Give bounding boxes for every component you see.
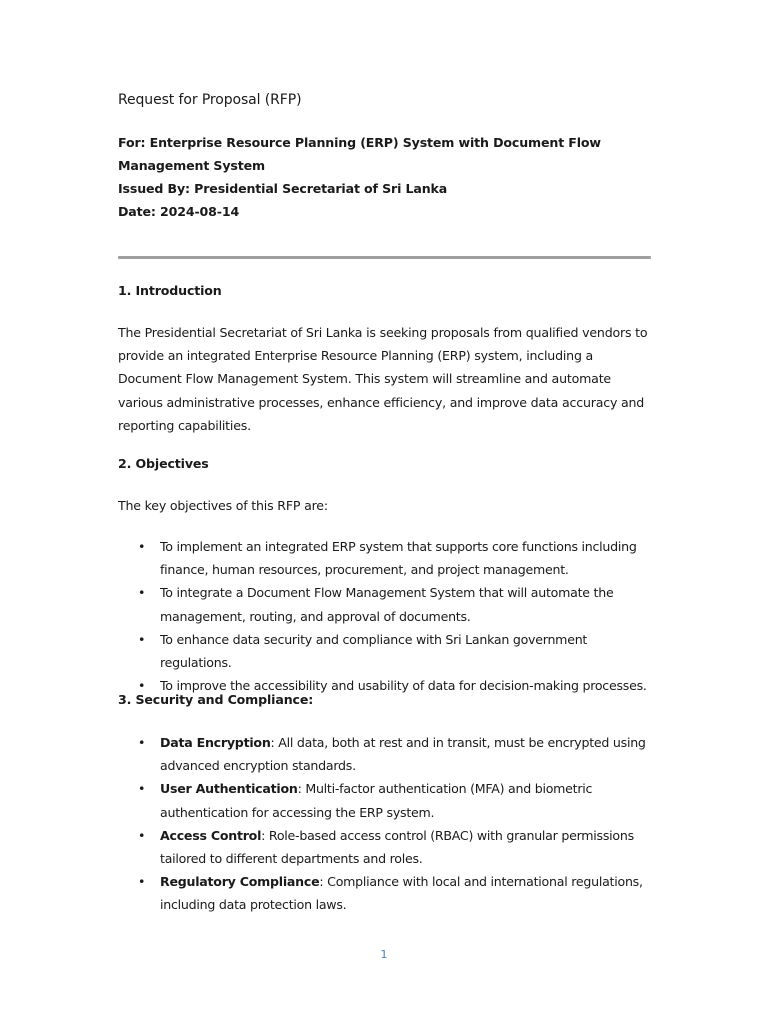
list-item: • To integrate a Document Flow Management System that will automate the management, routing, and approval of documents.	[118, 581, 658, 627]
rfp-for-line: For: Enterprise Resource Planning (ERP) System with Document Flow Management System	[118, 135, 601, 173]
section-heading-security: 3. Security and Compliance:	[118, 692, 314, 707]
section-heading-introduction: 1. Introduction	[118, 283, 222, 298]
introduction-paragraph: The Presidential Secretariat of Sri Lanka is seeking proposals from qualified vendors to provide an integrated Enterprise Resource Planning (ERP) system, including a Document Flow Management System. This system will streamline and automate various administrative processes, enhance efficiency, and improve data accuracy and reporting capabilities.	[118, 325, 648, 433]
issued-by-line: Issued By: Presidential Secretariat of Sri Lanka	[118, 181, 448, 196]
list-item: • User Authentication: Multi-factor authentication (MFA) and biometric authentication for accessing the ERP system.	[118, 777, 658, 823]
horizontal-divider	[118, 256, 651, 259]
list-item: • Access Control: Role-based access control (RBAC) with granular permissions tailored to different departments and roles.	[118, 824, 658, 870]
list-item: • To enhance data security and compliance with Sri Lankan government regulations.	[118, 628, 658, 674]
item-term: User Authentication	[160, 781, 298, 797]
item-term: Data Encryption	[160, 735, 271, 750]
item-term: Access Control	[160, 827, 262, 843]
date-line: Date: 2024-08-14	[118, 204, 240, 219]
section-heading-objectives: 2. Objectives	[118, 456, 209, 471]
bullet-icon: •	[138, 827, 146, 843]
document-title: Request for Proposal (RFP)	[118, 92, 302, 108]
objectives-intro: The key objectives of this RFP are:	[118, 498, 328, 513]
bullet-icon: •	[138, 874, 146, 890]
bullet-icon: •	[138, 735, 146, 750]
security-list	[118, 731, 658, 917]
bullet-icon: •	[138, 678, 146, 694]
bullet-icon: •	[138, 781, 146, 797]
item-term: Regulatory Compliance	[160, 874, 320, 890]
list-item: • Regulatory Compliance: Compliance with local and international regulations, including data protection laws.	[118, 870, 658, 916]
list-item: • To improve the accessibility and usability of data for decision-making processes.	[118, 674, 658, 697]
list-item: • Data Encryption: All data, both at rest and in transit, must be encrypted using advanced encryption standards.	[118, 731, 658, 777]
list-item: • To implement an integrated ERP system that supports core functions including finance, human resources, procurement, and project management.	[118, 535, 658, 581]
bullet-icon: •	[138, 631, 146, 647]
bullet-icon: •	[138, 539, 146, 554]
bullet-icon: •	[138, 585, 146, 601]
objectives-list	[118, 535, 658, 697]
page-number: 1	[380, 948, 388, 961]
